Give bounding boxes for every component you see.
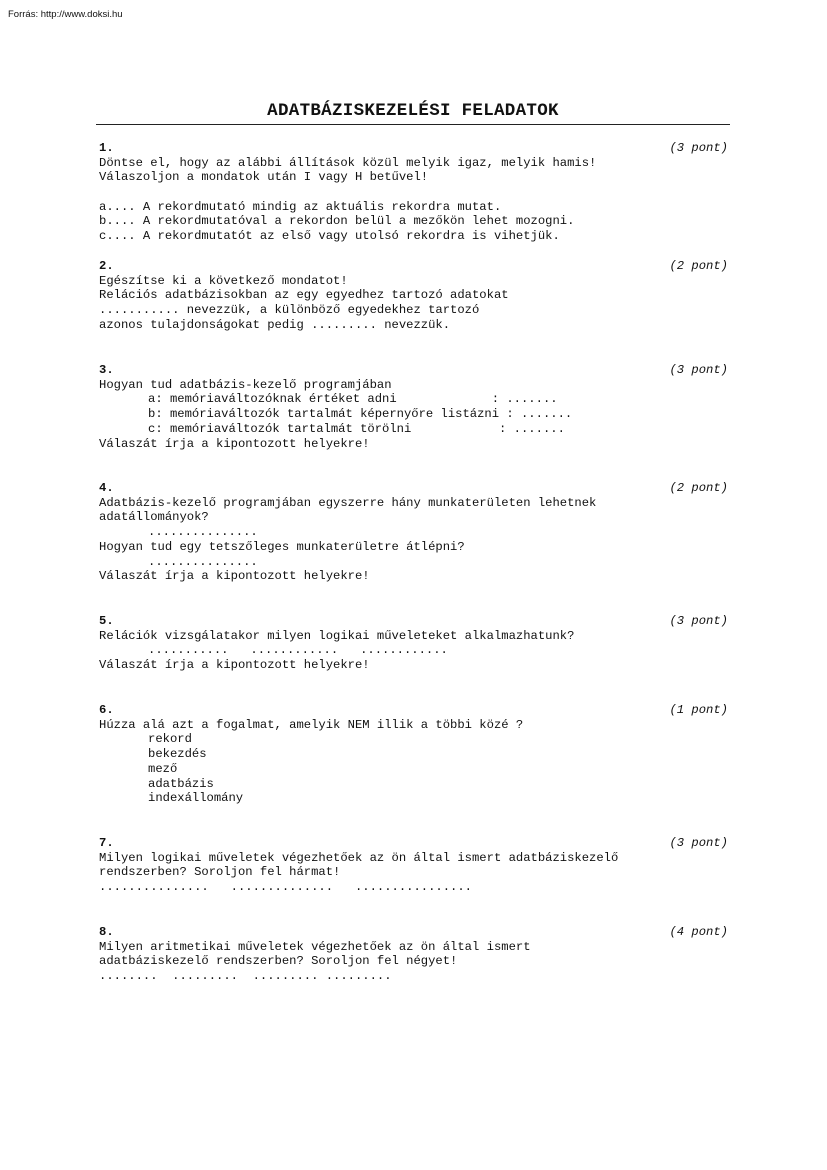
page-title: ADATBÁZISKEZELÉSI FELADATOK (267, 101, 559, 121)
answer-blank: ............... (148, 554, 258, 569)
question-text: Válaszoljon a mondatok után I vagy H betűvel! (99, 170, 429, 185)
question-text: adatállományok? (99, 510, 209, 525)
title-underline (96, 124, 730, 125)
statement-c: c.... A rekordmutatót az első vagy utolsó rekordra is vihetjük. (99, 229, 560, 244)
term-item: indexállomány (148, 791, 244, 806)
question-number: 2. (99, 259, 114, 273)
question-text: azonos tulajdonságokat pedig ......... nevezzük. (99, 317, 451, 332)
question-5 (99, 614, 729, 673)
question-text: rendszerben? Soroljon fel hármat! (99, 865, 341, 880)
question-text: Milyen logikai műveletek végezhetőek az ön által ismert adatbáziskezelő (99, 850, 619, 865)
question-6 (99, 703, 729, 806)
answer-instruction: Válaszát írja a kipontozott helyekre! (99, 436, 370, 451)
question-number: 3. (99, 363, 114, 377)
question-points: (3 pont) (669, 614, 728, 628)
term-item: rekord (148, 732, 192, 747)
answer-instruction: Válaszát írja a kipontozott helyekre! (99, 658, 370, 673)
question-text: Hogyan tud egy tetszőleges munkaterületre átlépni? (99, 539, 465, 554)
question-text: Hogyan tud adatbázis-kezelő programjában (99, 377, 392, 392)
term-item: adatbázis (148, 776, 214, 791)
question-number: 4. (99, 481, 114, 495)
question-points: (2 pont) (669, 481, 728, 495)
source-url: Forrás: http://www.doksi.hu (8, 9, 123, 20)
statement-a: a.... A rekordmutató mindig az aktuális rekordra mutat. (99, 199, 502, 214)
question-text: Adatbázis-kezelő programjában egyszerre hány munkaterületen lehetnek (99, 495, 597, 510)
answer-blanks: ........ ......... ......... ......... (99, 969, 392, 984)
question-8 (99, 925, 729, 984)
question-text: adatbáziskezelő rendszerben? Soroljon fel négyet! (99, 954, 458, 969)
answer-blanks: ........... ............ ............ (148, 643, 448, 658)
question-text: Húzza alá azt a fogalmat, amelyik NEM illik a többi közé ? (99, 717, 524, 732)
term-item: bekezdés (148, 747, 207, 762)
sub-item-c: c: memóriaváltozók tartalmát törölni : ....... (148, 421, 565, 436)
question-text: Relációs adatbázisokban az egy egyedhez tartozó adatokat (99, 288, 509, 303)
question-points: (3 pont) (669, 141, 728, 155)
answer-blanks: ............... .............. ................ (99, 880, 472, 895)
term-item: mező (148, 761, 178, 776)
question-3 (99, 363, 729, 451)
question-points: (4 pont) (669, 925, 728, 939)
question-points: (1 pont) (669, 703, 728, 717)
sub-item-a: a: memóriaváltozóknak értéket adni : ....... (148, 392, 558, 407)
statement-b: b.... A rekordmutatóval a rekordon belül a mezőkön lehet mozogni. (99, 214, 575, 229)
question-number: 1. (99, 141, 114, 155)
question-number: 7. (99, 836, 114, 850)
answer-instruction: Válaszát írja a kipontozott helyekre! (99, 569, 370, 584)
question-number: 8. (99, 925, 114, 939)
question-text: Relációk vizsgálatakor milyen logikai műveleteket alkalmazhatunk? (99, 628, 575, 643)
question-2 (99, 259, 729, 333)
question-number: 6. (99, 703, 114, 717)
question-4 (99, 481, 729, 584)
question-points: (2 pont) (669, 259, 728, 273)
question-text: ........... nevezzük, a különböző egyedekhez tartozó (99, 303, 480, 318)
question-7 (99, 836, 729, 895)
question-number: 5. (99, 614, 114, 628)
question-text: Milyen aritmetikai műveletek végezhetőek az ön által ismert (99, 939, 531, 954)
question-text: Egészítse ki a következő mondatot! (99, 273, 348, 288)
question-points: (3 pont) (669, 836, 728, 850)
question-1 (99, 141, 729, 244)
question-points: (3 pont) (669, 363, 728, 377)
answer-blank: ............... (148, 525, 258, 540)
question-text: Döntse el, hogy az alábbi állítások közül melyik igaz, melyik hamis! (99, 155, 597, 170)
sub-item-b: b: memóriaváltozók tartalmát képernyőre listázni : ....... (148, 407, 573, 422)
